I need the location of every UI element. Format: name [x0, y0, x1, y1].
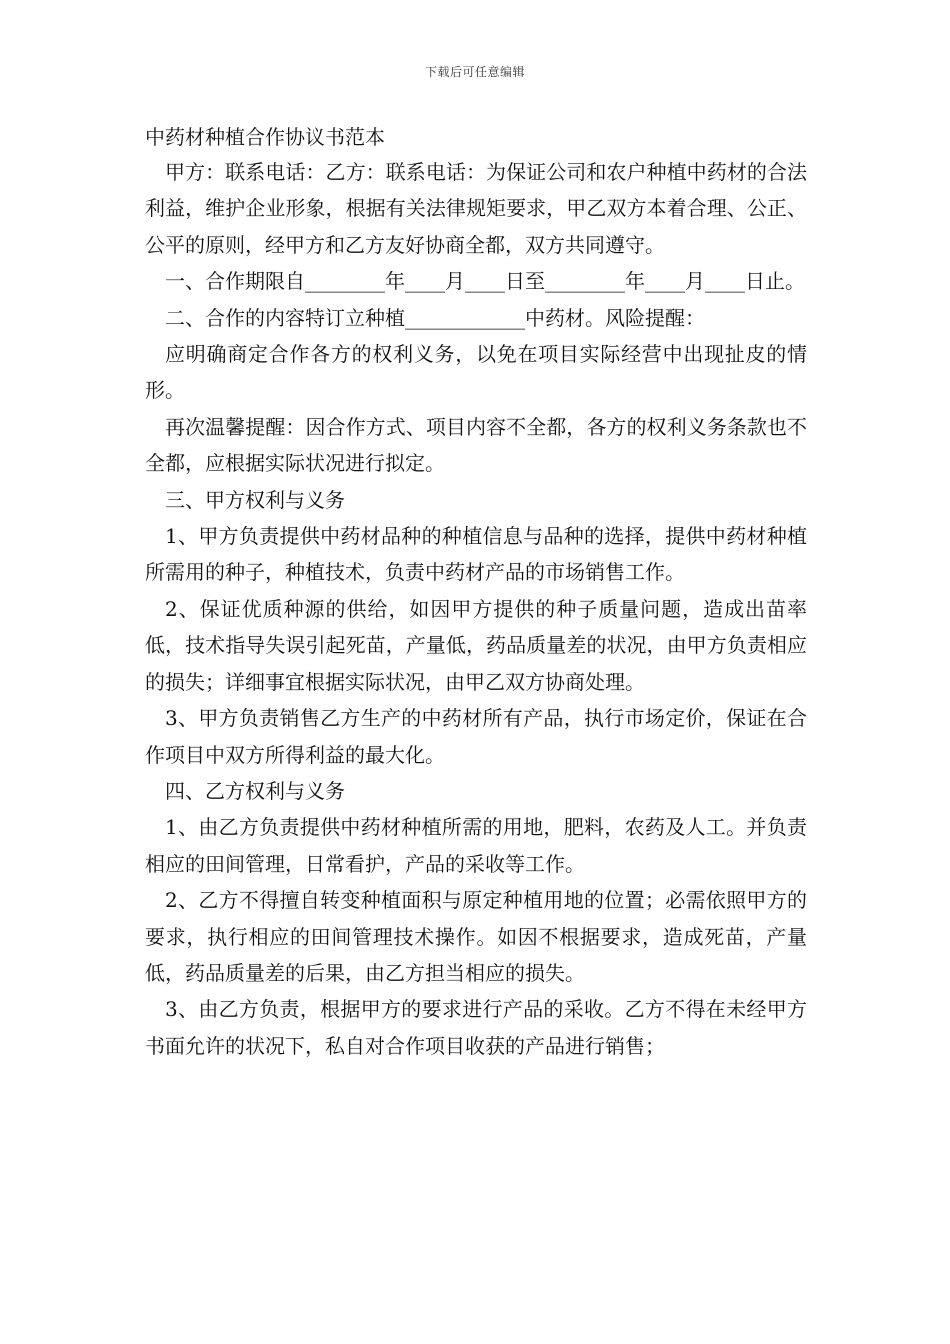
- paragraph-party-a-3: 3、甲方负责销售乙方生产的中药材所有产品，执行市场定价，保证在合作项目中双方所得利益的最大化。: [145, 706, 807, 767]
- document-body: [145, 120, 807, 1064]
- paragraph-party-a-1: 1、甲方负责提供中药材品种的种植信息与品种的选择，提供中药材种植所需用的种子，种植技术，负责中药材产品的市场销售工作。: [145, 524, 807, 585]
- paragraph-content: 二、合作的内容特订立种植____________中药材。风险提醒：: [165, 305, 705, 330]
- section-heading-party-b: 四、乙方权利与义务: [165, 778, 345, 803]
- paragraph-party-b-2: 2、乙方不得擅自转变种植面积与原定种植用地的位置；必需依照甲方的要求，执行相应的田间管理技术操作。如因不根据要求，造成死苗，产量低，药品质量差的后果，由乙方担当相应的损失。: [145, 888, 807, 985]
- section-heading-party-a: 三、甲方权利与义务: [165, 487, 345, 512]
- paragraph-intro: 甲方：联系电话：乙方：联系电话：为保证公司和农户种植中药材的合法利益，维护企业形象，根据有关法律规矩要求，甲乙双方本着合理、公正、公平的原则，经甲方和乙方友好协商全都，双方共同遵守。: [145, 160, 807, 257]
- paragraph-term: 一、合作期限自________年____月____日至________年____月____日止。: [165, 269, 805, 294]
- paragraph-party-b-3: 3、由乙方负责，根据甲方的要求进行产品的采收。乙方不得在未经甲方书面允许的状况下，私自对合作项目收获的产品进行销售；: [145, 997, 807, 1058]
- document-title: 中药材种植合作协议书范本: [145, 125, 385, 149]
- paragraph-risk-note: 应明确商定合作各方的权利义务，以免在项目实际经营中出现扯皮的情形。: [145, 342, 807, 403]
- paragraph-party-a-2: 2、保证优质种源的供给，如因甲方提供的种子质量问题，造成出苗率低，技术指导失误引起死苗，产量低，药品质量差的状况，由甲方负责相应的损失；详细事宜根据实际状况，由甲乙双方协商处理。: [145, 596, 807, 694]
- page-header-note: 下载后可任意编辑: [424, 65, 525, 79]
- paragraph-reminder: 再次温馨提醒：因合作方式、项目内容不全都，各方的权利义务条款也不全都，应根据实际状况进行拟定。: [145, 414, 807, 476]
- paragraph-party-b-1: 1、由乙方负责提供中药材种植所需的用地，肥料，农药及人工。并负责相应的田间管理，日常看护，产品的采收等工作。: [145, 815, 807, 876]
